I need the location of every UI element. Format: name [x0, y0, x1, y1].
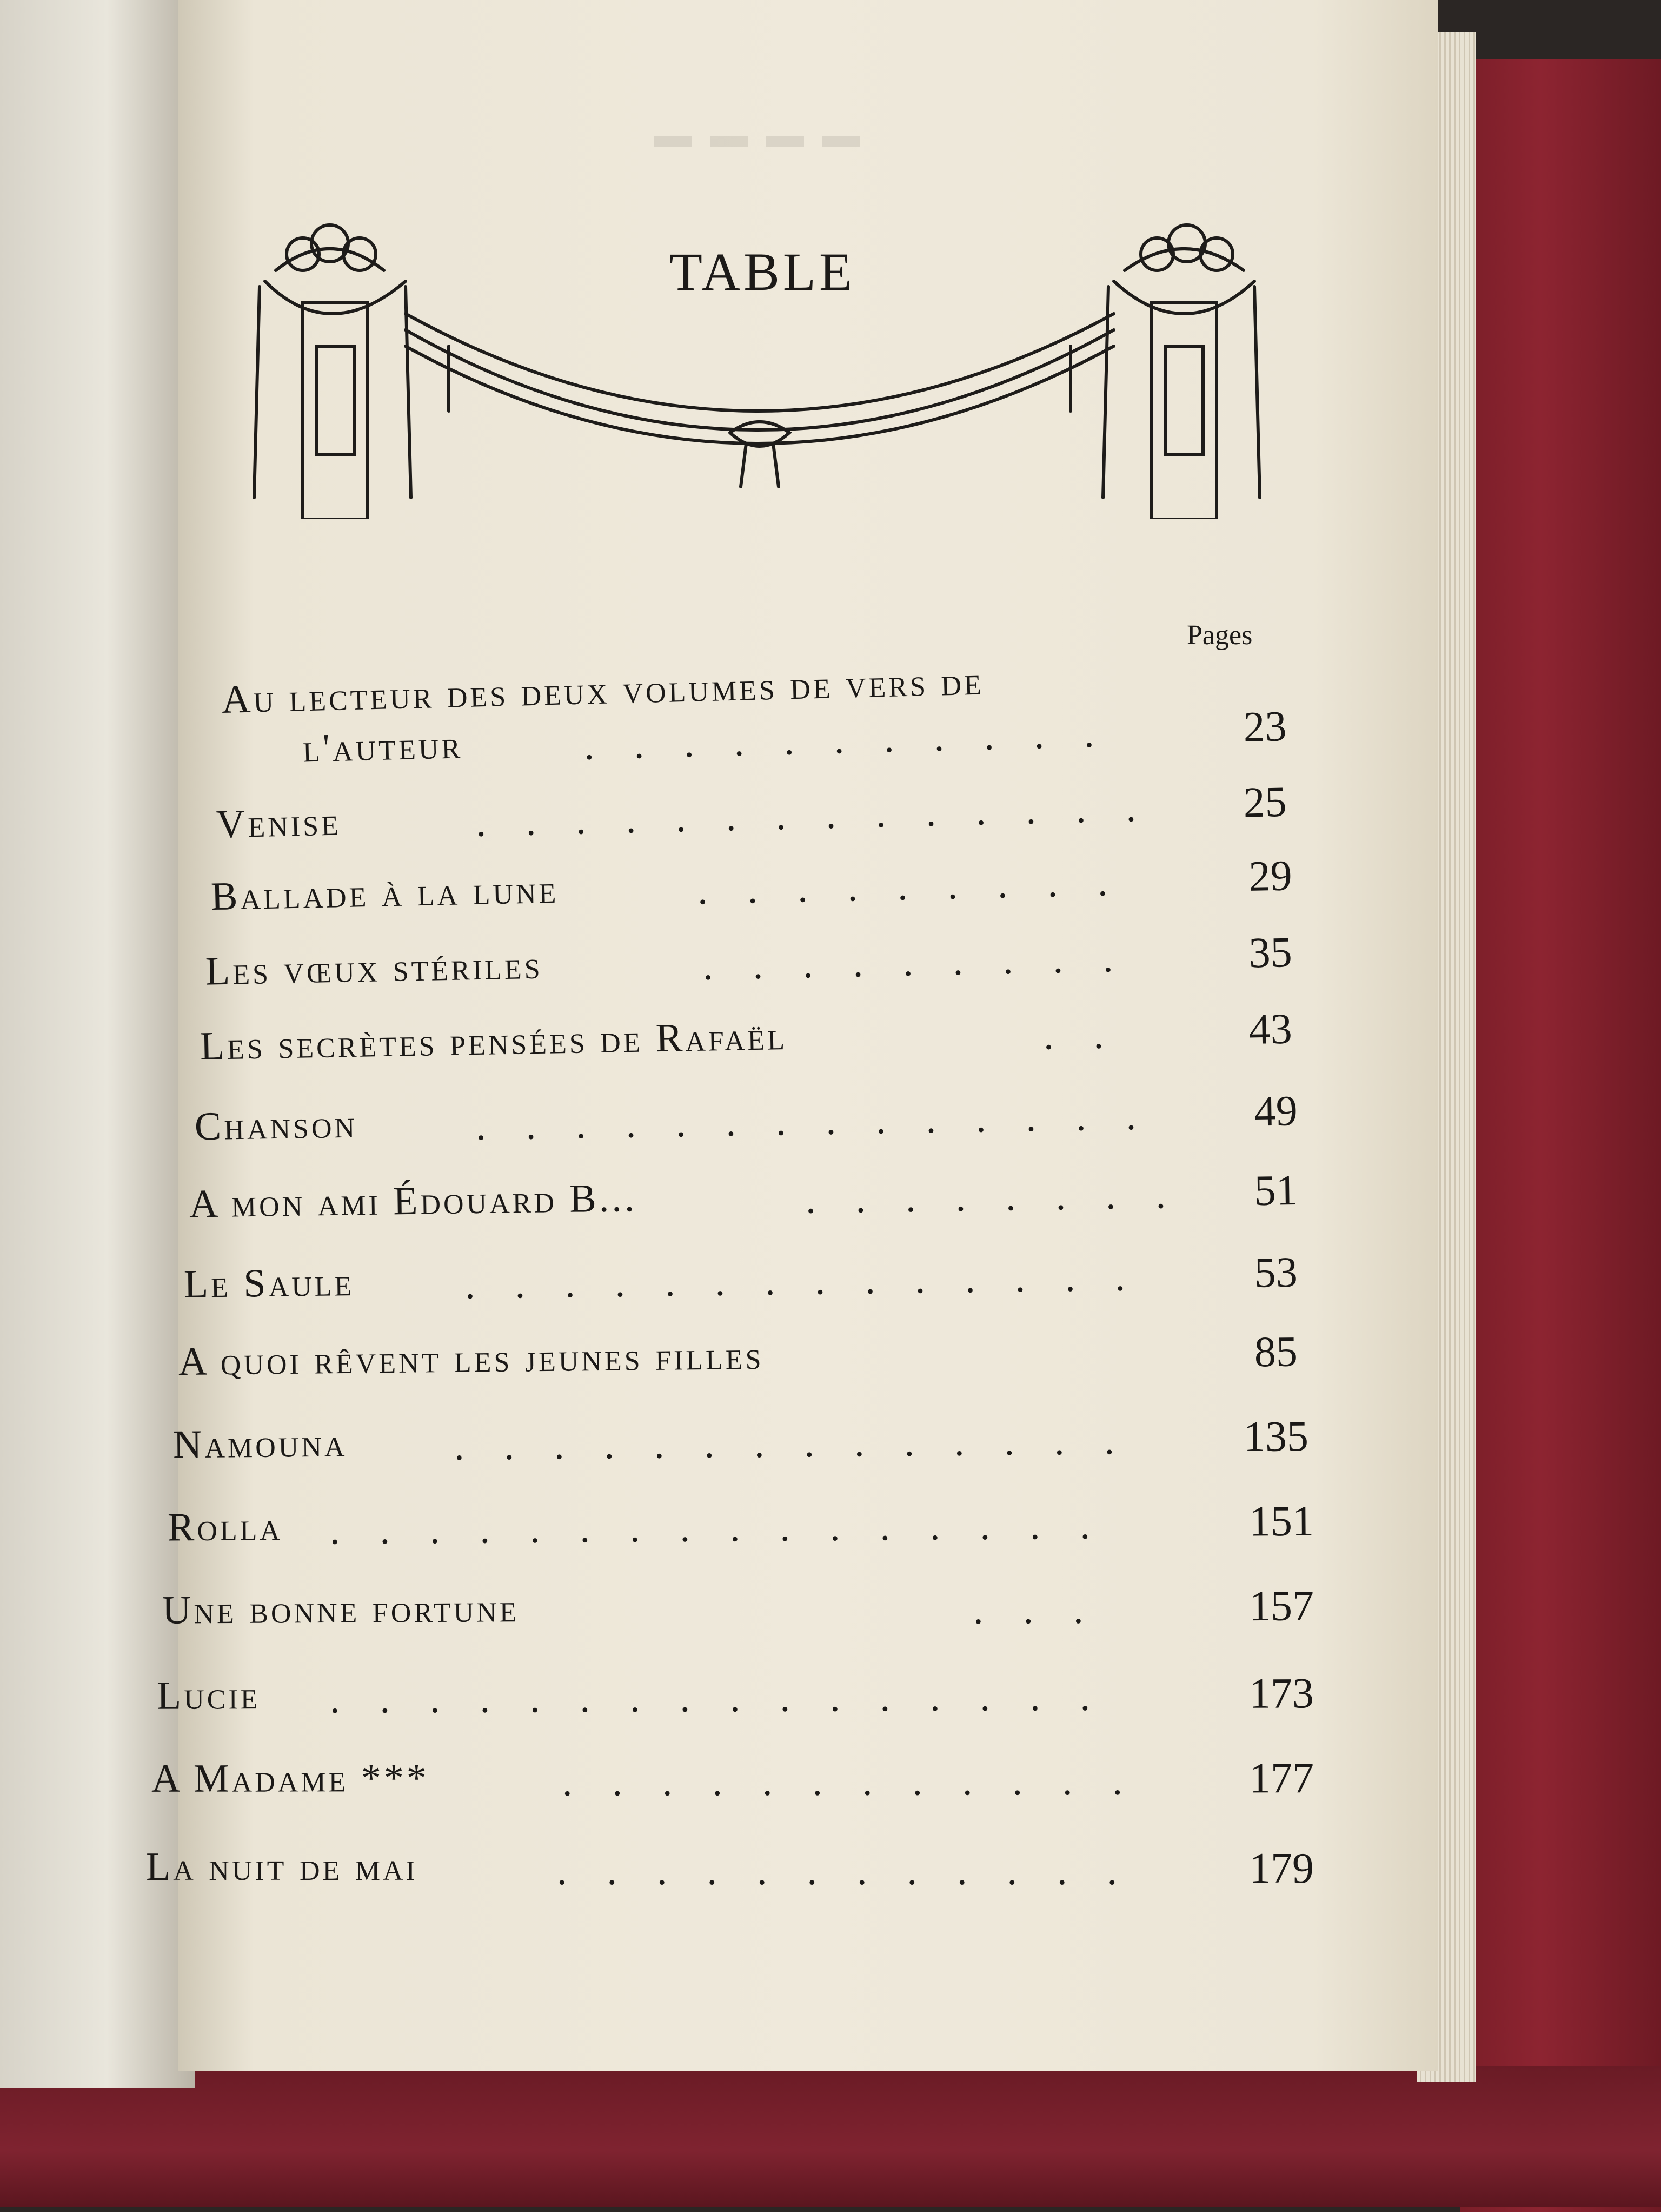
entry-page-number: 23 — [1243, 703, 1287, 751]
entry-title: Les secrètes pensées de Rafaël — [200, 1014, 788, 1069]
entry-page-number: 25 — [1243, 778, 1287, 827]
dot-leaders: . . . . . . . . . . . . — [557, 1849, 1117, 1893]
toc-entry — [194, 1087, 1319, 1164]
toc-entry — [178, 1327, 1330, 1399]
dot-leaders: . . . . . . . . . — [702, 936, 1114, 989]
entry-title: Chanson — [194, 1102, 358, 1149]
entry-title: Au lecteur des deux volumes de vers de — [221, 659, 985, 722]
dot-leaders: . . . . . . . . . . . — [583, 711, 1095, 769]
toc-entry — [168, 1496, 1331, 1564]
entry-page-number: 151 — [1248, 1497, 1314, 1546]
pages-column-label: Pages — [1187, 620, 1253, 651]
entry-page-number: 29 — [1248, 852, 1293, 900]
dot-leaders: . . . . . . . . . . . . . . — [475, 786, 1137, 845]
entry-title: l'auteur — [302, 723, 463, 771]
dot-leaders: . . . — [973, 1587, 1084, 1633]
entry-title: Le Saule — [183, 1260, 355, 1307]
toc-entry — [151, 1754, 1330, 1816]
entry-page-number: 43 — [1248, 1005, 1293, 1054]
dot-leaders: . . . . . . . . . — [697, 860, 1108, 913]
entry-title: A mon ami Édouard B... — [189, 1176, 637, 1227]
toc-entry — [210, 851, 1304, 933]
dot-leaders: . . . . . . . . . . . . . . — [475, 1094, 1137, 1149]
toc-entry — [189, 1165, 1319, 1241]
entry-title: Venise — [216, 799, 342, 847]
entry-page-number: 173 — [1248, 1670, 1314, 1718]
entry-title: Ballade à la lune — [210, 867, 559, 919]
entry-page-number: 177 — [1248, 1754, 1314, 1803]
toc-entry — [205, 928, 1309, 1008]
entry-page-number: 35 — [1248, 929, 1293, 977]
entry-page-number: 85 — [1254, 1328, 1298, 1376]
dot-leaders: . . . . . . . . . . . . . . . . — [329, 1503, 1091, 1553]
dot-leaders: . . . . . . . . . . . . . . . . — [329, 1674, 1091, 1722]
dot-leaders: . . . . . . . . . . . . — [562, 1759, 1123, 1805]
toc-entry — [146, 1844, 1336, 1904]
entry-title: A quoi rêvent les jeunes filles — [178, 1333, 764, 1385]
toc-entry — [216, 777, 1298, 861]
dot-leaders: . . . . . . . . — [805, 1173, 1166, 1222]
entry-page-number: 49 — [1254, 1087, 1298, 1136]
dot-leaders: . . . . . . . . . . . . . . — [454, 1419, 1115, 1469]
toc-entry — [183, 1248, 1325, 1321]
entry-page-number: 179 — [1249, 1845, 1314, 1892]
show-through-text: ▬ ▬ ▬ ▬ — [654, 114, 865, 156]
entry-page-number: 135 — [1243, 1413, 1309, 1461]
toc-entry — [200, 1004, 1309, 1083]
entry-title: Rolla — [167, 1505, 283, 1550]
entry-title: Les vœux stériles — [205, 943, 543, 994]
entry-page-number: 53 — [1254, 1248, 1298, 1297]
dot-leaders: . . — [1043, 1012, 1104, 1058]
entry-title: Namouna — [172, 1421, 348, 1467]
entry-title: La nuit de mai — [146, 1845, 418, 1889]
entry-title: Lucie — [156, 1673, 261, 1718]
toc-entry — [162, 1581, 1331, 1647]
page-title: TABLE — [669, 242, 856, 302]
entry-page-number: 51 — [1254, 1166, 1298, 1215]
toc-entry — [173, 1412, 1331, 1482]
entry-title: Une bonne fortune — [162, 1586, 520, 1633]
entry-title: A Madame *** — [151, 1756, 429, 1801]
entry-page-number: 157 — [1248, 1582, 1314, 1631]
dot-leaders: . . . . . . . . . . . . . . — [464, 1255, 1126, 1308]
toc-entry — [157, 1669, 1330, 1733]
